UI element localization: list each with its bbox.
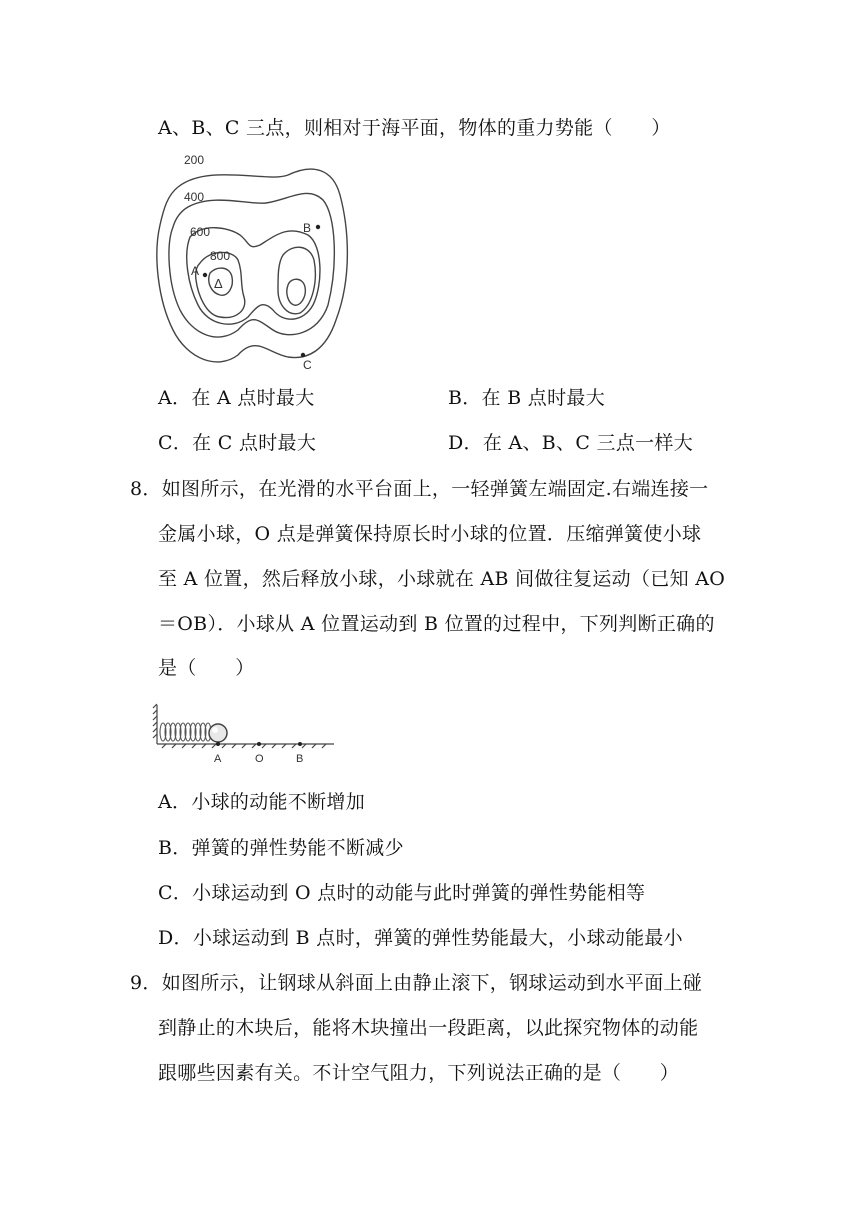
q8-stem-line-1: 8．如图所示，在光滑的水平台面上，一轻弹簧左端固定.右端连接一 (130, 478, 709, 500)
q7-stem: A、B、C 三点，则相对于海平面，物体的重力势能（ ） (158, 117, 671, 139)
q8-option-c: C．小球运动到 O 点时的动能与此时弹簧的弹性势能相等 (158, 882, 646, 904)
q7-option-b: B．在 B 点时最大 (448, 387, 606, 409)
q9-stem-line-2: 到静止的木块后，能将木块撞出一段距离，以此探究物体的动能 (158, 1017, 699, 1039)
contour-label-400: 400 (184, 190, 205, 204)
spring-coil (160, 723, 211, 741)
point-label-a: A (191, 264, 200, 278)
spring-figure (152, 702, 342, 767)
point-a (203, 273, 207, 277)
q8-option-b: B．弹簧的弹性势能不断减少 (158, 837, 404, 859)
contour-label-200: 200 (184, 153, 205, 167)
q8-stem-line-5: 是（ ） (158, 657, 255, 679)
metal-ball (209, 724, 227, 742)
q7-option-c: C．在 C 点时最大 (158, 432, 317, 454)
contour-right-800 (287, 279, 306, 305)
q9-stem-line-3: 跟哪些因素有关。不计空气阻力，下列说法正确的是（ ） (158, 1062, 680, 1084)
point-b-dot (298, 742, 302, 746)
contour-map-figure (148, 145, 368, 375)
point-o-dot (257, 742, 261, 746)
contour-label-800: 800 (210, 249, 231, 263)
q8-stem-line-2: 金属小球，O 点是弹簧保持原长时小球的位置．压缩弹簧使小球 (158, 523, 702, 545)
summit-mark: Δ (214, 276, 223, 291)
spring-label-o: O (255, 753, 264, 765)
point-label-b: B (303, 221, 312, 235)
q8-option-d: D．小球运动到 B 点时，弹簧的弹性势能最大，小球动能最小 (158, 927, 683, 949)
spring-label-b: B (296, 753, 304, 765)
contour-right-600 (278, 247, 315, 314)
q7-option-d: D．在 A、B、C 三点一样大 (448, 432, 694, 454)
point-a-dot (216, 742, 220, 746)
point-b (316, 225, 320, 229)
q8-option-a: A．小球的动能不断增加 (158, 791, 366, 813)
point-c (301, 353, 305, 357)
q9-stem-line-1: 9．如图所示，让钢球从斜面上由静止滚下，钢球运动到水平面上碰 (130, 972, 703, 994)
q8-stem-line-3: 至 A 位置，然后释放小球，小球就在 AB 间做往复运动（已知 AO (158, 568, 726, 590)
contour-label-600: 600 (190, 225, 211, 239)
q8-stem-line-4: ＝OB）．小球从 A 位置运动到 B 位置的过程中，下列判断正确的 (158, 613, 715, 635)
spring-label-a: A (214, 753, 222, 765)
q7-option-a: A．在 A 点时最大 (158, 387, 315, 409)
point-label-c: C (303, 358, 312, 372)
